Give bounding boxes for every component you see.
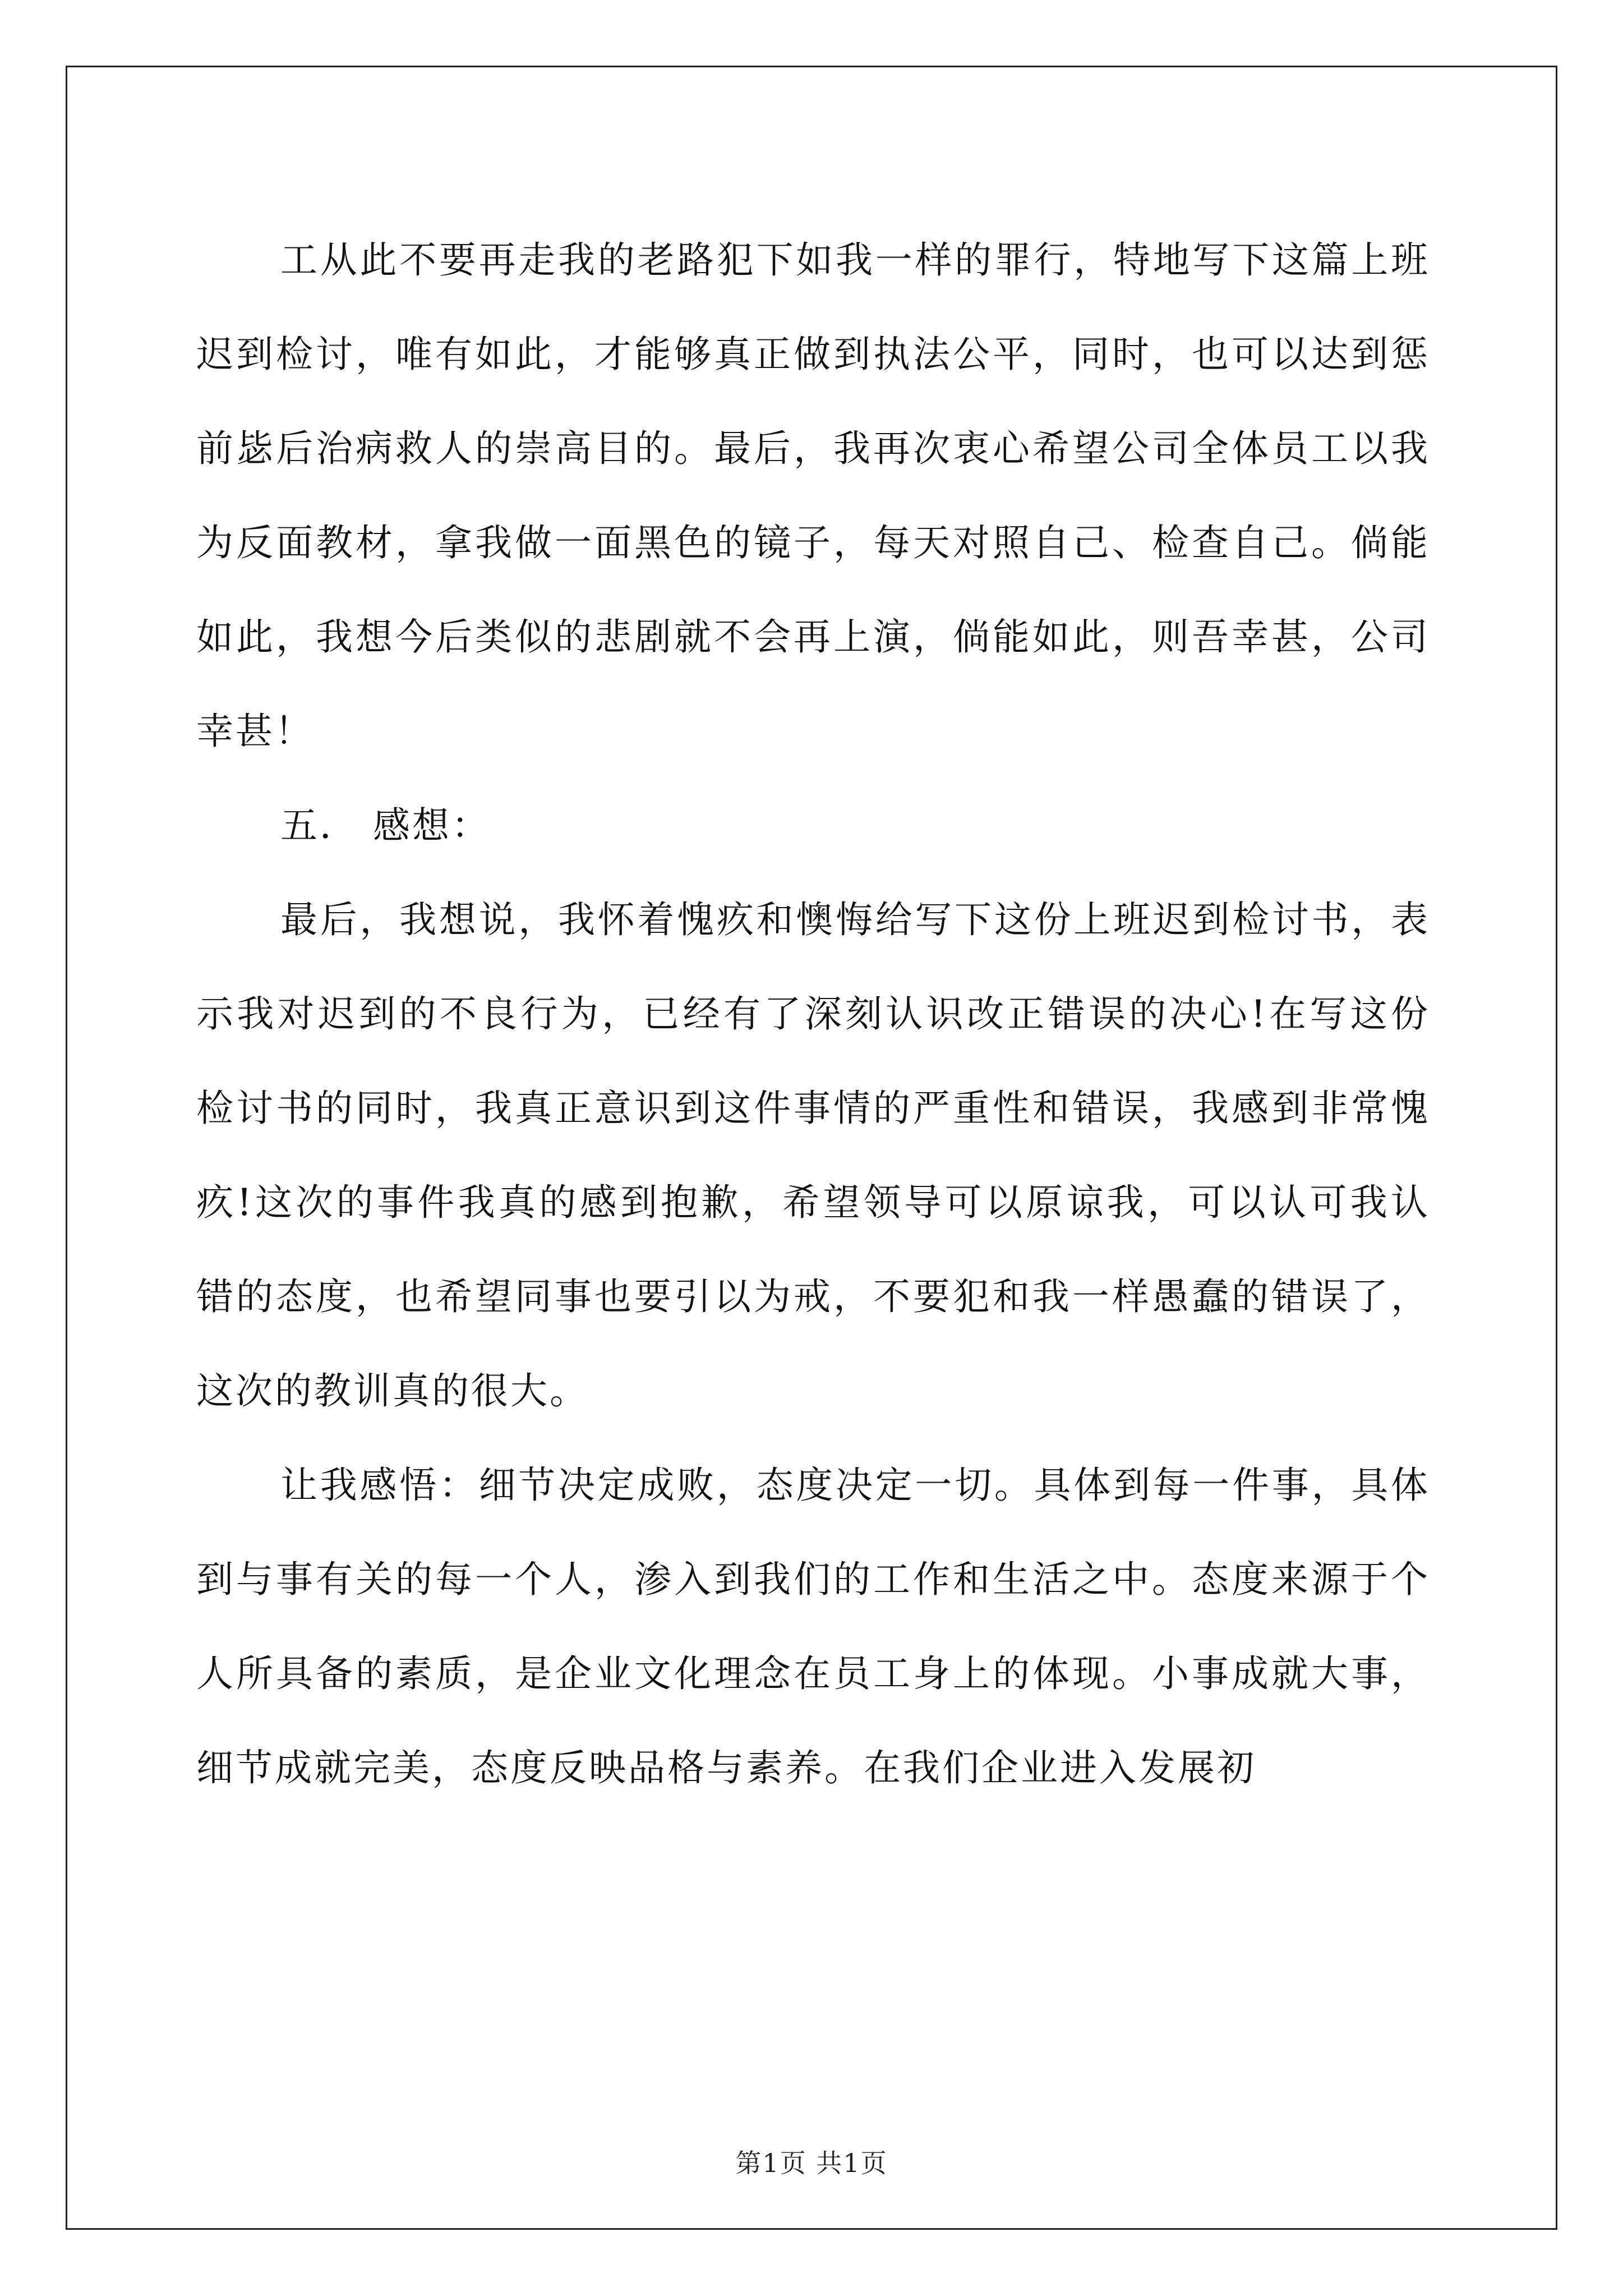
paragraph-insight: 让我感悟：细节决定成败，态度决定一切。具体到每一件事，具体到与事有关的每一个人，渗入到我们的工作和生活之中。态度来源于个人所具备的素质，是企业文化理念在员工身上的体现。小事成就大事，细节成就完美，态度反映品格与素养。在我们企业进入发展初 xyxy=(196,1464,1430,1789)
paragraph-reflection: 最后，我想说，我怀着愧疚和懊悔给写下这份上班迟到检讨书，表示我对迟到的不良行为，已经有了深刻认识改正错误的决心!在写这份检讨书的同时，我真正意识到这件事情的严重性和错误，我感到非常愧疚!这次的事件我真的感到抱歉，希望领导可以原谅我，可以认可我认错的态度，也希望同事也要引以为戒，不要犯和我一样愚蠢的错误了，这次的教训真的很大。 xyxy=(196,898,1430,1412)
paragraph-continued: 工从此不要再走我的老路犯下如我一样的罪行，特地写下这篇上班迟到检讨，唯有如此，才能够真正做到执法公平，同时，也可以达到惩前毖后治病救人的崇高目的。最后，我再次衷心希望公司全体员工以我为反面教材，拿我做一面黑色的镜子，每天对照自己、检查自己。倘能如此，我想今后类似的悲剧就不会再上演，倘能如此，则吾幸甚，公司幸甚！ xyxy=(196,238,1430,753)
section-heading-thoughts: 五． 感想： xyxy=(280,804,491,847)
document-body xyxy=(196,213,1430,1815)
page-number-footer: 第1页 共1页 xyxy=(735,2148,888,2178)
